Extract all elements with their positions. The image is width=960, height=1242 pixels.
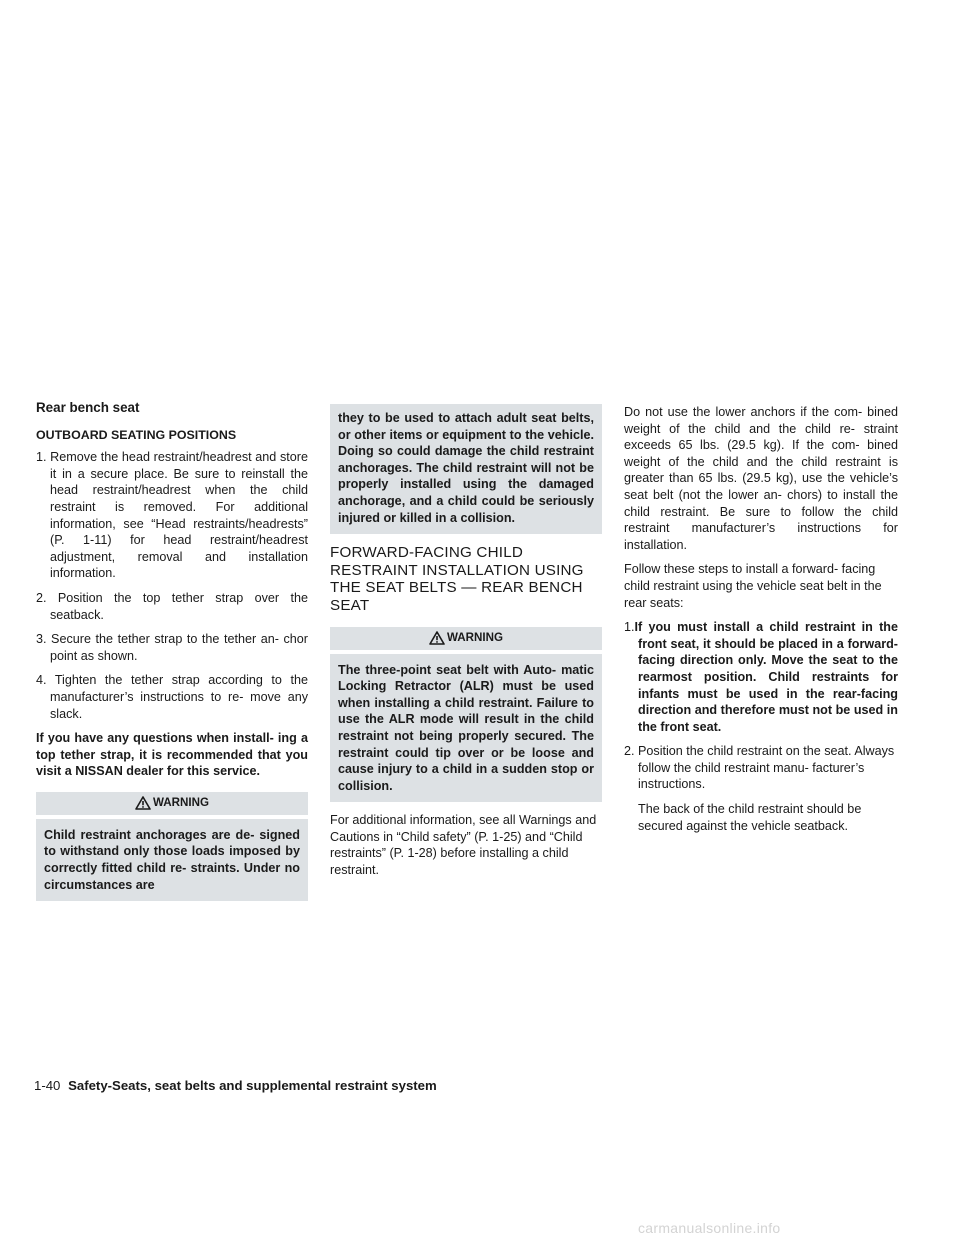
paragraph-2: Follow these steps to install a forward- facing child restraint using the vehicle seat belt in the rear seats: <box>624 562 882 610</box>
step-1 <box>624 619 898 735</box>
section-title: Rear bench seat <box>36 400 140 415</box>
warning-triangle-icon <box>135 796 151 810</box>
warning-text-continued: they to be used to attach adult seat belts, or other items or equipment to the vehicle. Doing so could damage the child restraint anchorages. The child restraint will not be properly installed using the damaged anchorage, and a child could be seriously injured or killed in a collision. <box>330 404 602 534</box>
step-2: 2. Position the child restraint on the seat. Always follow the child restraint manu- facturer’s instructions. <box>624 744 895 792</box>
step-2: 2. Position the top tether strap over the seatback. <box>36 590 308 622</box>
step-1: 1. Remove the head restraint/headrest and store it in a secure place. Be sure to reinstall the head restraint/headrest when the child restraint is removed. For additional information, see “Head restraints/headrests” (P. 1-11) for head restraint/headrest adjustment, removal and installation information. <box>36 450 308 581</box>
warning-triangle-icon <box>429 631 445 645</box>
chapter-title: Safety-Seats, seat belts and supplemental restraint system <box>68 1078 437 1093</box>
warning-header <box>36 792 308 815</box>
dealer-note: If you have any questions when install- ing a top tether strap, it is recommended that you visit a NISSAN dealer for this service. <box>36 731 308 779</box>
column-2 <box>330 404 602 887</box>
step-2-detail: The back of the child restraint should be secured against the vehicle seatback. <box>638 802 862 833</box>
column-3 <box>624 404 898 842</box>
warning-text: The three-point seat belt with Auto- matic Locking Retractor (ALR) must be used when installing a child restraint. Failure to use the ALR mode will result in the child restraint not being properly secured. The restraint could tip over or be loose and cause injury to a child in a sudden stop or collision. <box>330 654 602 803</box>
page-footer <box>34 1078 437 1093</box>
paragraph: For additional information, see all Warnings and Cautions in “Child safety” (P. 1-25) and “Child restraints” (P. 1-28) before installing a child restraint. <box>330 813 597 878</box>
step-list <box>624 619 898 834</box>
step-1-text: If you must install a child restraint in the front seat, it should be placed in a forward-facing direction only. Move the seat to the rearmost position. Child restraints for infants must be used in the rear-facing direction and therefore must not be used in the front seat. <box>634 620 898 734</box>
paragraph-1: Do not use the lower anchors if the com- bined weight of the child and the child re- straint exceeds 65 lbs. (29.5 kg). If the com- bined weight of the child and the child restraint is greater than 65 lbs. (29.5 kg), use the vehicle’s seat belt (not the lower an- chors) to install the child restraint. Be sure to follow the child restraint manufacturer’s instructions for installation. <box>624 405 898 552</box>
section-heading: FORWARD-FACING CHILD RESTRAINT INSTALLATION USING THE SEAT BELTS — REAR BENCH SEAT <box>330 544 584 614</box>
step-1-number: 1. <box>624 620 635 635</box>
step-list <box>36 449 308 722</box>
page-number: 1-40 <box>34 1078 61 1093</box>
warning-text: Child restraint anchorages are de- signed to withstand only those loads imposed by correctly fitted child re- straints. Under no circumstances are <box>36 819 308 901</box>
watermark: carmanualsonline.info <box>638 1220 781 1236</box>
warning-label: WARNING <box>152 796 210 810</box>
step-3: 3. Secure the tether strap to the tether an- chor point as shown. <box>36 632 308 663</box>
column-1 <box>36 400 308 911</box>
warning-header <box>330 627 602 650</box>
warning-label: WARNING <box>446 630 504 644</box>
subheading: OUTBOARD SEATING POSITIONS <box>36 427 237 442</box>
step-4: 4. Tighten the tether strap according to the manufacturer’s instructions to re- move any slack. <box>36 673 308 721</box>
